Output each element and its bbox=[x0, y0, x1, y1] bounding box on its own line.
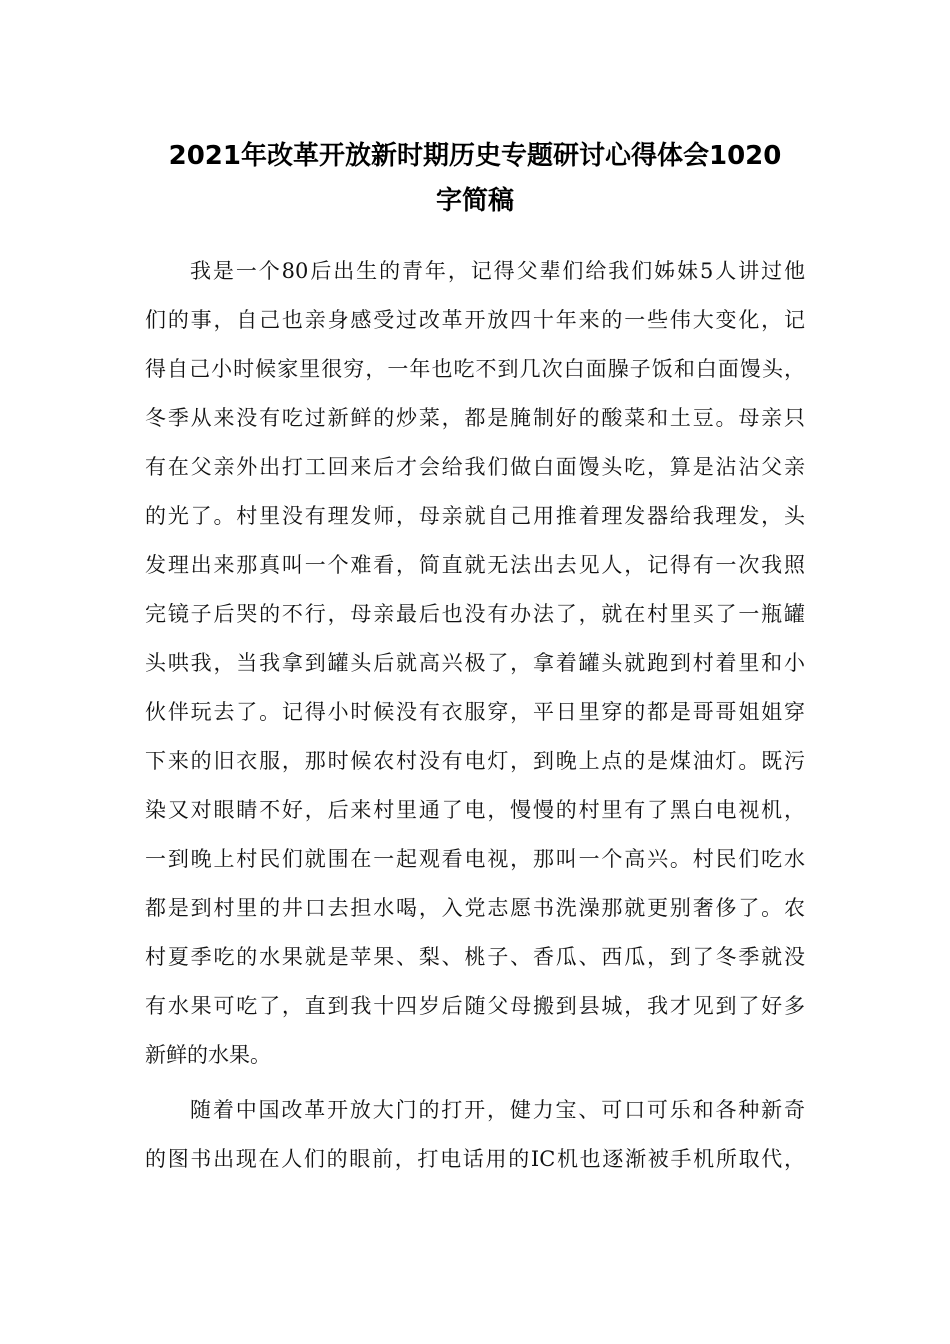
paragraph-1-line-16: 有水果可吃了，直到我十四岁后随父母搬到县城，我才见到了好多 bbox=[145, 994, 805, 1018]
paragraph-1-line-14: 都是到村里的井口去担水喝，入党志愿书洗澡那就更别奢侈了。农 bbox=[145, 896, 805, 920]
paragraph-1-line-10: 伙伴玩去了。记得小时候没有衣服穿，平日里穿的都是哥哥姐姐穿 bbox=[145, 700, 805, 724]
paragraph-1-line-13: 一到晚上村民们就围在一起观看电视，那叫一个高兴。村民们吃水 bbox=[145, 847, 805, 871]
paragraph-1-line-1: 我是一个80后出生的青年，记得父辈们给我们姊妹5人讲过他 bbox=[190, 259, 805, 283]
paragraph-1-line-17: 新鲜的水果。 bbox=[145, 1043, 271, 1067]
paragraph-1-line-2: 们的事，自己也亲身感受过改革开放四十年来的一些伟大变化，记 bbox=[145, 308, 805, 332]
paragraph-1-line-6: 的光了。村里没有理发师，母亲就自己用推着理发器给我理发，头 bbox=[145, 504, 805, 528]
paragraph-1-line-12: 染又对眼睛不好，后来村里通了电，慢慢的村里有了黑白电视机， bbox=[145, 798, 805, 822]
document-title-continued: 字简稿 bbox=[435, 186, 514, 216]
paragraph-1-line-4: 冬季从来没有吃过新鲜的炒菜，都是腌制好的酸菜和土豆。母亲只 bbox=[145, 406, 805, 430]
paragraph-1-line-8: 完镜子后哭的不行，母亲最后也没有办法了，就在村里买了一瓶罐 bbox=[145, 602, 805, 626]
paragraph-1-line-15: 村夏季吃的水果就是苹果、梨、桃子、香瓜、西瓜，到了冬季就没 bbox=[145, 945, 805, 969]
document-title: 2021年改革开放新时期历史专题研讨心得体会1020 bbox=[168, 141, 782, 171]
paragraph-1-line-11: 下来的旧衣服，那时候农村没有电灯，到晚上点的是煤油灯。既污 bbox=[145, 749, 805, 773]
paragraph-1-line-9: 头哄我，当我拿到罐头后就高兴极了，拿着罐头就跑到村着里和小 bbox=[145, 651, 805, 675]
paragraph-2-line-2: 的图书出现在人们的眼前，打电话用的IC机也逐渐被手机所取代， bbox=[145, 1147, 805, 1171]
paragraph-1-line-7: 发理出来那真叫一个难看，简直就无法出去见人，记得有一次我照 bbox=[145, 553, 805, 577]
paragraph-2-line-1: 随着中国改革开放大门的打开，健力宝、可口可乐和各种新奇 bbox=[190, 1098, 805, 1122]
paragraph-1-line-3: 得自己小时候家里很穷，一年也吃不到几次白面臊子饭和白面馒头， bbox=[145, 357, 805, 381]
paragraph-1-line-5: 有在父亲外出打工回来后才会给我们做白面馒头吃，算是沾沾父亲 bbox=[145, 455, 805, 479]
